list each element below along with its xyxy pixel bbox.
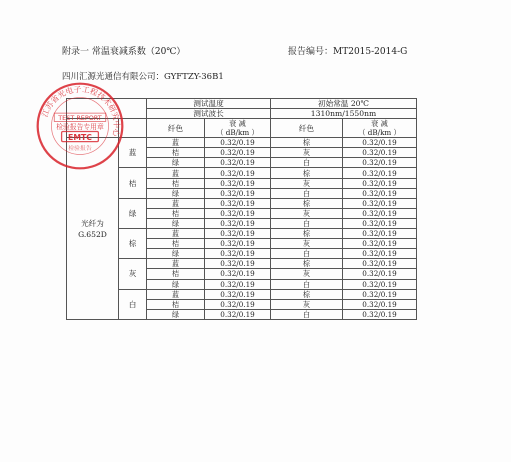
attenuation-cell: 0.32/0.19 — [205, 198, 271, 208]
fiber-color-cell: 白 — [271, 188, 343, 198]
fiber-color-cell: 蓝 — [147, 289, 205, 299]
tube-color-cell: 白 — [119, 289, 147, 319]
fiber-color-cell: 蓝 — [147, 168, 205, 178]
attenuation-cell: 0.32/0.19 — [205, 188, 271, 198]
fiber-color-cell: 白 — [271, 158, 343, 168]
seal-line-2: 检验报告专用章 — [56, 122, 104, 131]
table-row — [67, 229, 417, 239]
tube-color-cell: 棕 — [119, 229, 147, 259]
fiber-color-cell: 蓝 — [147, 259, 205, 269]
attenuation-cell: 0.32/0.19 — [343, 229, 417, 239]
attenuation-cell: 0.32/0.19 — [343, 279, 417, 289]
table-row — [67, 259, 417, 269]
tube-header-cell — [119, 119, 147, 138]
attenuation-cell: 0.32/0.19 — [343, 259, 417, 269]
fiber-color-cell: 桔 — [147, 148, 205, 158]
fiber-color-cell: 绿 — [147, 309, 205, 319]
attenuation-cell: 0.32/0.19 — [343, 158, 417, 168]
attenuation-cell: 0.32/0.19 — [205, 289, 271, 299]
fiber-color-cell: 绿 — [147, 218, 205, 228]
col-atten-2-line2: （ dB/km ） — [358, 128, 401, 138]
attenuation-cell: 0.32/0.19 — [205, 299, 271, 309]
attenuation-cell: 0.32/0.19 — [205, 138, 271, 148]
tube-color-cell: 绿 — [119, 198, 147, 228]
attenuation-cell: 0.32/0.19 — [343, 239, 417, 249]
wavelength-value: 1310nm/1550nm — [271, 109, 417, 119]
fiber-color-cell: 灰 — [271, 239, 343, 249]
fiber-color-cell: 绿 — [147, 188, 205, 198]
attenuation-cell: 0.32/0.19 — [205, 309, 271, 319]
attenuation-cell: 0.32/0.19 — [205, 218, 271, 228]
attenuation-cell: 0.32/0.19 — [343, 148, 417, 158]
attenuation-cell: 0.32/0.19 — [343, 269, 417, 279]
seal-line-3: EMTC — [68, 132, 92, 142]
attenuation-table-body — [67, 99, 417, 320]
fiber-color-cell: 棕 — [271, 259, 343, 269]
attenuation-table — [66, 98, 417, 320]
table-row — [67, 198, 417, 208]
table-row — [67, 138, 417, 148]
attenuation-cell: 0.32/0.19 — [343, 218, 417, 228]
attenuation-cell: 0.32/0.19 — [205, 249, 271, 259]
col-color-2: 纤色 — [271, 119, 343, 138]
fiber-color-cell: 棕 — [271, 198, 343, 208]
col-atten-1 — [205, 119, 271, 138]
col-atten-1-line2: （ dB/km ） — [216, 128, 259, 138]
fiber-color-cell: 棕 — [271, 229, 343, 239]
attenuation-cell: 0.32/0.19 — [205, 158, 271, 168]
col-atten-2 — [343, 119, 417, 138]
attenuation-cell: 0.32/0.19 — [343, 188, 417, 198]
fiber-color-cell: 白 — [271, 309, 343, 319]
attenuation-cell: 0.32/0.19 — [205, 208, 271, 218]
fiber-color-cell: 灰 — [271, 269, 343, 279]
attenuation-cell: 0.32/0.19 — [205, 239, 271, 249]
fiber-color-cell: 棕 — [271, 138, 343, 148]
fiber-type-cell — [67, 138, 119, 320]
tube-color-cell: 灰 — [119, 259, 147, 289]
attenuation-cell: 0.32/0.19 — [205, 168, 271, 178]
fiber-color-cell: 桔 — [147, 299, 205, 309]
test-temp-value: 初始常温 20℃ — [271, 99, 417, 109]
seal-line-1: TEST REPORT — [58, 114, 102, 123]
fiber-color-cell: 绿 — [147, 158, 205, 168]
attenuation-cell: 0.32/0.19 — [343, 289, 417, 299]
attenuation-cell: 0.32/0.19 — [205, 178, 271, 188]
attenuation-cell: 0.32/0.19 — [205, 279, 271, 289]
fiber-color-cell: 蓝 — [147, 198, 205, 208]
attenuation-cell: 0.32/0.19 — [343, 168, 417, 178]
temp-row — [67, 99, 417, 109]
attenuation-cell: 0.32/0.19 — [343, 299, 417, 309]
appendix-title: 附录一 常温衰减系数（20℃） — [62, 47, 186, 57]
attenuation-cell: 0.32/0.19 — [343, 178, 417, 188]
attenuation-cell: 0.32/0.19 — [205, 259, 271, 269]
report-number: 报告编号：MT2015-2014-G — [288, 47, 408, 57]
fiber-color-cell: 灰 — [271, 299, 343, 309]
col-color-1: 纤色 — [147, 119, 205, 138]
attenuation-cell: 0.32/0.19 — [205, 269, 271, 279]
col-atten-2-line1: 衰 减 — [371, 119, 388, 129]
fiber-color-cell: 桔 — [147, 239, 205, 249]
company-model-line: 四川汇源光通信有限公司：GYFTZY-36B1 — [62, 72, 224, 82]
fiber-color-cell: 灰 — [271, 178, 343, 188]
column-header-row — [67, 119, 417, 138]
fiber-color-cell: 白 — [271, 279, 343, 289]
fiber-color-cell: 桔 — [147, 178, 205, 188]
attenuation-cell: 0.32/0.19 — [343, 309, 417, 319]
fiber-color-cell: 灰 — [271, 148, 343, 158]
fiber-color-cell: 白 — [271, 218, 343, 228]
attenuation-cell: 0.32/0.19 — [343, 208, 417, 218]
attenuation-cell: 0.32/0.19 — [343, 198, 417, 208]
fiber-color-cell: 灰 — [271, 208, 343, 218]
seal-line-4: 检验报告 — [68, 145, 92, 152]
seal-ring-text: 江苏省光电子工程技术研究中心 — [40, 84, 122, 138]
fiber-color-cell: 蓝 — [147, 229, 205, 239]
table-row — [67, 168, 417, 178]
fiber-color-cell: 蓝 — [147, 138, 205, 148]
tube-color-cell: 桔 — [119, 168, 147, 198]
fiber-header-cell — [67, 119, 119, 138]
fiber-color-cell: 绿 — [147, 249, 205, 259]
fiber-color-cell: 绿 — [147, 279, 205, 289]
table-row — [67, 289, 417, 299]
attenuation-cell: 0.32/0.19 — [343, 138, 417, 148]
fiber-type-line1: 光纤为 — [81, 218, 104, 228]
test-temp-label: 测试温度 — [147, 99, 271, 109]
fiber-color-cell: 棕 — [271, 289, 343, 299]
fiber-type-line2: G.652D — [78, 229, 107, 239]
attenuation-cell: 0.32/0.19 — [343, 249, 417, 259]
fiber-color-cell: 桔 — [147, 269, 205, 279]
fiber-color-cell: 桔 — [147, 208, 205, 218]
attenuation-cell: 0.32/0.19 — [205, 148, 271, 158]
fiber-color-cell: 白 — [271, 249, 343, 259]
fiber-color-cell: 棕 — [271, 168, 343, 178]
attenuation-cell: 0.32/0.19 — [205, 229, 271, 239]
tube-color-cell: 蓝 — [119, 138, 147, 168]
corner-cell — [67, 99, 147, 119]
col-atten-1-line1: 衰 减 — [229, 119, 246, 129]
wavelength-label: 测试波长 — [147, 109, 271, 119]
